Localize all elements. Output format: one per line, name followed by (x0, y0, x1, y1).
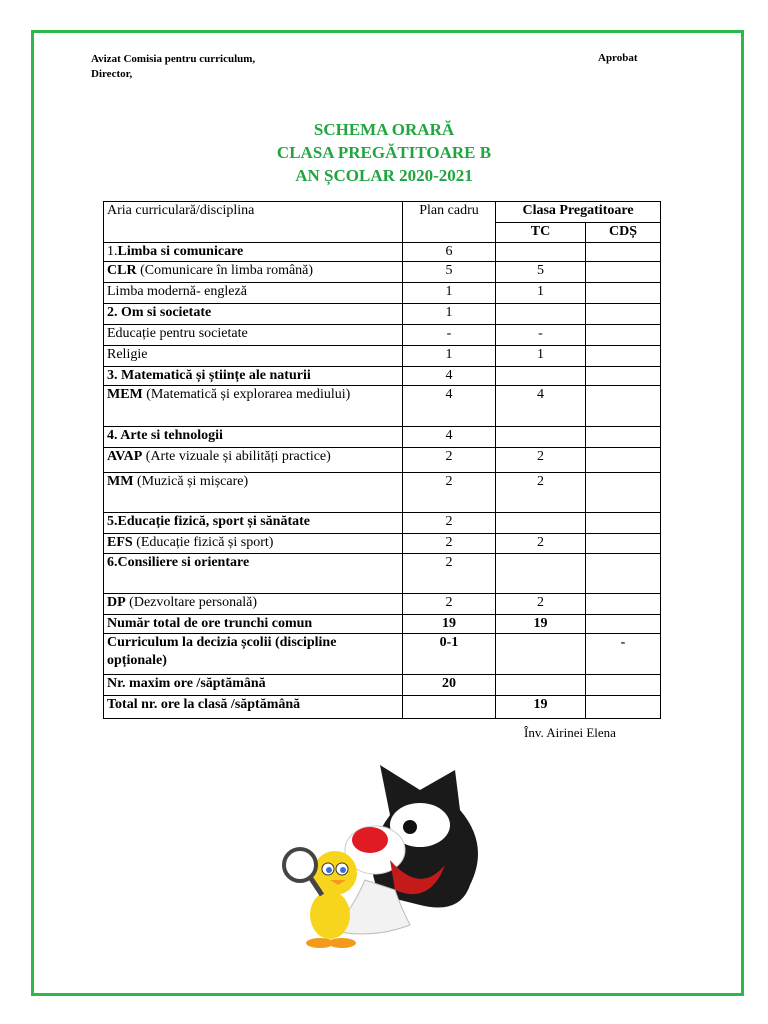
subject-bold: MEM (107, 387, 143, 402)
plan-cell: - (403, 325, 496, 346)
tc-cell: 2 (496, 534, 586, 554)
tc-cell (496, 304, 586, 325)
subject-cell (104, 696, 403, 719)
tc-cell: 2 (496, 473, 586, 513)
subject-detail: (Educație fizică și sport) (132, 535, 274, 550)
tc-cell: 4 (496, 386, 586, 427)
cds-cell (586, 615, 661, 634)
plan-cell: 2 (403, 473, 496, 513)
table-row (104, 346, 661, 367)
header-subject: Aria curriculară/disciplina (104, 202, 403, 243)
subject-bold: MM (107, 474, 134, 489)
table-row (104, 304, 661, 325)
table-row (104, 283, 661, 304)
tc-cell: 1 (496, 283, 586, 304)
table-row (104, 696, 661, 719)
table-row (104, 325, 661, 346)
table-row (104, 675, 661, 696)
cds-cell (586, 473, 661, 513)
cds-cell: - (586, 634, 661, 675)
cds-cell (586, 367, 661, 386)
table-row (104, 243, 661, 262)
header-director: Director, (91, 68, 133, 80)
subject-cell (104, 243, 403, 262)
cds-cell (586, 427, 661, 448)
tc-cell: 19 (496, 615, 586, 634)
plan-cell: 2 (403, 513, 496, 534)
plan-cell: 4 (403, 427, 496, 448)
plan-cell: 1 (403, 283, 496, 304)
subject-cell (104, 615, 403, 634)
plan-cell: 6 (403, 243, 496, 262)
plan-cell: 1 (403, 304, 496, 325)
subject-cell (104, 675, 403, 696)
tc-cell (496, 634, 586, 675)
tc-cell (496, 367, 586, 386)
header-plan: Plan cadru (403, 202, 496, 243)
cds-cell (586, 513, 661, 534)
tc-cell: - (496, 325, 586, 346)
cds-cell (586, 675, 661, 696)
approval-header-left (91, 52, 255, 82)
table-row (104, 262, 661, 283)
table-row (104, 534, 661, 554)
subject-detail: (Muzică și mișcare) (133, 474, 249, 489)
tc-cell (496, 675, 586, 696)
cds-cell (586, 243, 661, 262)
header-commission: Avizat Comisia pentru curriculum, (91, 53, 256, 65)
table-row (104, 513, 661, 534)
cds-cell (586, 594, 661, 615)
subject-cell (104, 386, 403, 427)
table-row (104, 367, 661, 386)
plan-cell (403, 696, 496, 719)
teacher-signature: Înv. Airinei Elena (524, 725, 616, 740)
table-row (104, 594, 661, 615)
subject-bold: 4. Arte si tehnologii (107, 428, 223, 443)
tc-cell (496, 513, 586, 534)
subject-detail: Limba modernă- engleză (107, 284, 247, 299)
tc-cell (496, 554, 586, 594)
subject-cell (104, 448, 403, 473)
subject-cell (104, 554, 403, 594)
subject-detail: (Dezvoltare personală) (125, 595, 258, 610)
tc-cell: 5 (496, 262, 586, 283)
subject-detail: Religie (107, 347, 148, 362)
plan-cell: 19 (403, 615, 496, 634)
cds-cell (586, 534, 661, 554)
cds-cell (586, 346, 661, 367)
subject-cell (104, 283, 403, 304)
table-header-row (104, 202, 661, 223)
plan-cell: 4 (403, 367, 496, 386)
subject-bold: AVAP (107, 449, 143, 464)
table-row (104, 634, 661, 675)
title-line-2: CLASA PREGĂTITOARE B (276, 143, 492, 162)
subject-cell (104, 534, 403, 554)
schedule-table (103, 201, 661, 719)
title-line-1: SCHEMA ORARĂ (313, 120, 455, 139)
subject-cell (104, 304, 403, 325)
subject-bold: Total nr. ore la clasă /săptămână (107, 697, 301, 712)
subject-detail: Educație pentru societate (107, 326, 248, 341)
table-row (104, 386, 661, 427)
cds-cell (586, 448, 661, 473)
cds-cell (586, 325, 661, 346)
plan-cell: 4 (403, 386, 496, 427)
plan-cell: 2 (403, 448, 496, 473)
subject-cell (104, 427, 403, 448)
plan-cell: 2 (403, 534, 496, 554)
table-row (104, 554, 661, 594)
table-row (104, 615, 661, 634)
subject-detail: (Comunicare în limba română) (136, 263, 314, 278)
subject-bold: Nr. maxim ore /săptămână (107, 676, 266, 691)
header-approved: Aprobat (598, 52, 638, 64)
subject-cell (104, 634, 403, 675)
cds-cell (586, 262, 661, 283)
plan-cell: 5 (403, 262, 496, 283)
subject-bold: Curriculum la decizia școlii (discipline opționale) (107, 635, 337, 668)
cds-cell (586, 554, 661, 594)
subject-bold: CLR (107, 263, 137, 278)
cds-cell (586, 283, 661, 304)
subject-cell (104, 473, 403, 513)
plan-cell: 0-1 (403, 634, 496, 675)
subject-cell (104, 346, 403, 367)
title-line-3: AN ȘCOLAR 2020-2021 (295, 166, 473, 185)
subject-cell (104, 513, 403, 534)
subject-detail: (Arte vizuale și abilități practice) (142, 449, 331, 464)
tc-cell: 1 (496, 346, 586, 367)
header-tc: TC (496, 222, 586, 243)
subject-cell (104, 594, 403, 615)
table-row (104, 473, 661, 513)
subject-cell (104, 367, 403, 386)
tc-cell: 19 (496, 696, 586, 719)
plan-cell: 2 (403, 554, 496, 594)
cds-cell (586, 386, 661, 427)
subject-bold: 5.Educație fizică, sport și sănătate (107, 514, 310, 529)
cds-cell (586, 696, 661, 719)
table-row (104, 427, 661, 448)
subject-bold: 3. Matematică și științe ale naturii (107, 368, 311, 383)
subject-bold: Limba si comunicare (117, 244, 244, 259)
subject-detail: (Matematică și explorarea mediului) (142, 387, 351, 402)
subject-prefix: 1. (107, 244, 118, 259)
subject-bold: Număr total de ore trunchi comun (107, 616, 313, 631)
subject-bold: 6.Consiliere si orientare (107, 555, 250, 570)
header-cds: CDȘ (586, 222, 661, 243)
subject-cell (104, 325, 403, 346)
header-group: Clasa Pregatitoare (496, 202, 661, 223)
subject-bold: DP (107, 595, 126, 610)
subject-cell (104, 262, 403, 283)
table-row (104, 448, 661, 473)
plan-cell: 1 (403, 346, 496, 367)
tc-cell (496, 243, 586, 262)
tc-cell (496, 427, 586, 448)
subject-bold: EFS (107, 535, 133, 550)
subject-bold: 2. Om si societate (107, 305, 212, 320)
cds-cell (586, 304, 661, 325)
plan-cell: 20 (403, 675, 496, 696)
tc-cell: 2 (496, 448, 586, 473)
plan-cell: 2 (403, 594, 496, 615)
tc-cell: 2 (496, 594, 586, 615)
cartoon-cat-bird-icon (270, 755, 500, 955)
